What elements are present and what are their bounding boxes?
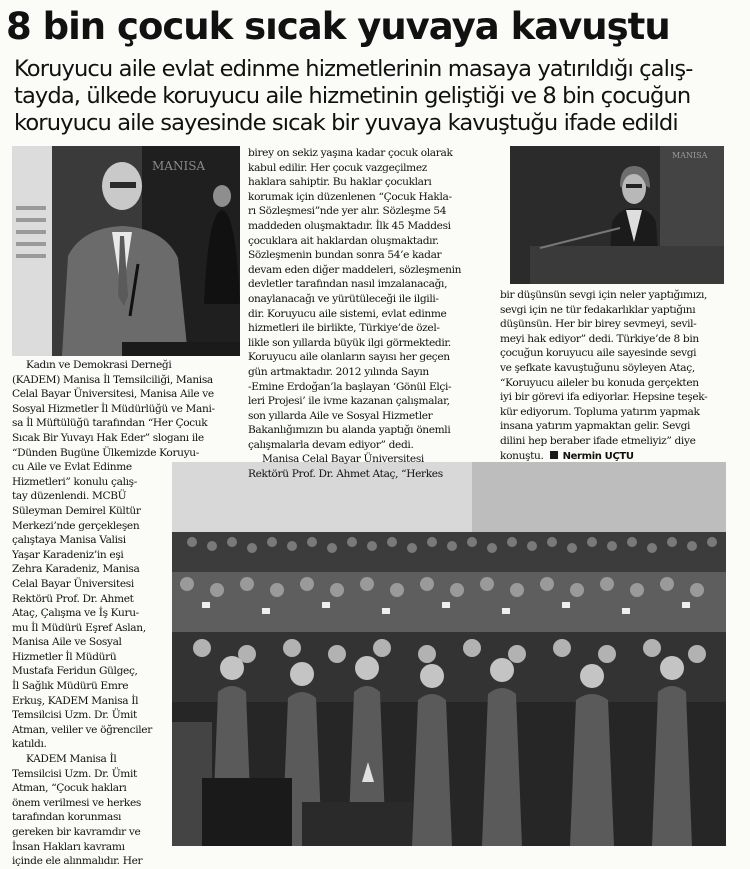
paragraph-line: konuştu. [500,449,544,462]
paragraph-line: -Emine Erdoğan’la başlayan ‘Gönül Elçi- [248,380,452,393]
paragraph-line: Merkezi’nde gerçekleşen [12,519,140,532]
paragraph-line: gün artmaktadır. 2012 yılında Sayın [248,365,429,378]
paragraph-line: Sosyal Hizmetler İl Müdürlüğü ve Mani- [12,402,215,415]
paragraph-line: Ataç, Çalışma ve İş Kuru- [12,607,139,620]
paragraph-line: Koruyucu aile olanların sayısı her geçen [248,351,450,364]
paragraph-line: hizmetleri ile birlikte, Türkiye’de özel- [248,322,440,335]
paragraph-line: çalışmalarla devam ediyor” dedi. [248,438,414,451]
paragraph-line: Rektörü Prof. Dr. Ahmet Ataç, “Herkes [248,468,443,481]
paragraph-line: katıldı. [12,738,47,751]
paragraph-line: sa İl Müftülüğü tarafından “Her Çocuk [12,417,208,430]
paragraph-line: meyi hak ediyor” dedi. Türkiye’de 8 bin [500,332,699,345]
paragraph-line: insana yatırım yapmaktan gelir. Sevgi [500,420,691,433]
paragraph-line: Sözleşmenin bundan sonra 54’e kadar [248,249,442,262]
paragraph-line: düşünsün. Her bir birey sevmeyi, sevil- [500,318,697,331]
paragraph-line: KADEM Manisa İl [26,753,117,766]
byline-square-icon [550,451,558,459]
paragraph-line: devletler tarafından nasıl imzalanacağı, [248,278,448,291]
byline-line [500,449,738,465]
paragraph-line: ve şefkate kavuştuğunu söyleyen Ataç, [500,361,695,374]
speaker-photo-image [12,146,240,356]
paragraph-line: dilini hep beraber ifade etmeliyiz” diye [500,434,696,447]
paragraph-line: kür ediyorum. Topluma yatırım yapmak [500,405,700,418]
paragraph-line: mu İl Müdürü Eşref Aslan, [12,621,146,634]
paragraph-line: sevgi için ne tür fedakarlıklar yaptığını [500,303,696,316]
paragraph-line: dir. Koruyucu aile sistemi, evlat edinme [248,307,447,320]
paragraph-line: Atman, veliler ve öğrenciler [12,723,152,736]
paragraph-line: içinde ele alınmalıdır. Her [12,855,143,868]
paragraph-line: tarafından korunması [12,811,122,824]
paragraph-line: Sıcak Bir Yuvayı Hak Eder” sloganı ile [12,431,204,444]
paragraph-line: çocuklara ait haklardan oluşmaktadır. [248,234,439,247]
paragraph-line: maddeden oluşmaktadır. İlk 45 Maddesi [248,219,451,232]
paragraph-line: Atman, “Çocuk hakları [12,782,127,795]
paragraph-line: onaylanacağı ve yürütüleceği ile ilgili- [248,292,439,305]
woman-speaker-photo-image [510,146,724,284]
paragraph-line: önem verilmesi ve herkes [12,796,141,809]
paragraph-line: Temsilcisi Uzm. Dr. Ümit [12,709,137,722]
paragraph-line: Temsilcisi Uzm. Dr. Ümit [12,767,137,780]
subhead [14,56,744,137]
paragraph-line: “Dünden Bugüne Ülkemizde Koruyu- [12,446,199,459]
paragraph-line: (KADEM) Manisa İl Temsilciliği, Manisa [12,373,213,386]
paragraph-line: Kadın ve Demokrasi Derneği [26,359,172,371]
audience-photo-image [172,462,726,846]
paragraph-line: çalıştaya Manisa Valisi [12,534,126,547]
paragraph-line: birey on sekiz yaşına kadar çocuk olarak [248,147,453,159]
paragraph-line: çocuğun koruyucu aile sayesinde sevgi [500,347,697,360]
paragraph-line: cu Aile ve Evlat Edinme [12,461,132,474]
article-column-3 [500,288,738,462]
headline: 8 bin çocuk sıcak yuvaya kavuştu [6,5,670,48]
woman-speaker-photo [510,146,724,284]
paragraph-line: İnsan Hakları kavramı [12,840,125,853]
paragraph-line: Mustafa Feridun Gülgeç, [12,665,138,678]
paragraph-line: Celal Bayar Üniversitesi [12,577,134,590]
paragraph-line: tay düzenlendi. MCBÜ [12,490,127,503]
paragraph-line: Zehra Karadeniz, Manisa [12,563,140,576]
byline: Nermin UÇTU [562,450,634,462]
paragraph-line: leri Projesi’ ile ivme kazanan çalışmalar, [248,395,450,408]
paragraph-line: bir düşünsün sevgi için neler yaptığımızı, [500,289,708,301]
paragraph-line: Hizmetler İl Müdürü [12,650,117,663]
paragraph-line: Hizmetleri” konulu çalış- [12,475,137,488]
speaker-photo [12,146,240,356]
article-column-2 [248,146,494,481]
paragraph-line: korumak için düzenlenen “Çocuk Hakla- [248,190,452,203]
paragraph-line: iyi bir görevi ifa ediyorlar. Hepsine teşek- [500,391,708,404]
paragraph-line: Erkuş, KADEM Manisa İl [12,694,139,707]
paragraph-line: İl Sağlık Müdürü Emre [12,680,129,693]
article-column-1 [12,358,215,868]
paragraph-line: “Koruyucu aileler bu konuda gerçekten [500,376,699,389]
paragraph-line: Süleyman Demirel Kültür [12,504,141,517]
paragraph-line: devam eden diğer maddeleri, sözleşmenin [248,263,462,276]
paragraph-line: Celal Bayar Üniversitesi, Manisa Aile ve [12,388,214,401]
photo-sign-text: MANISA [152,159,206,173]
paragraph-line: rı Sözleşmesi”nde yer alır. Sözleşme 54 [248,205,447,218]
paragraph-line: kabul edilir. Her çocuk vazgeçilmez [248,161,428,174]
subhead-line: tayda, ülkede koruyucu aile hizmetinin geliştiği ve 8 bin çocuğun [14,83,691,109]
paragraph-line: haklara sahiptir. Bu haklar çocukları [248,176,432,189]
paragraph-line: Yaşar Karadeniz’in eşi [12,548,124,561]
paragraph-line: likle son yıllarda büyük ilgi görmektedir. [248,336,451,349]
paragraph-line: Manisa Aile ve Sosyal [12,636,122,649]
photo-sign-text: MANISA [672,151,708,160]
audience-photo [172,462,726,846]
subhead-line: koruyucu aile sayesinde sıcak bir yuvaya kavuştuğu ifade edildi [14,110,678,136]
paragraph-line: gereken bir kavramdır ve [12,826,141,838]
paragraph-line: Bakanlığımızın bu alanda yaptığı önemli [248,424,451,437]
paragraph-line: Manisa Celal Bayar Üniversitesi [262,453,424,466]
paragraph-line: son yıllarda Aile ve Sosyal Hizmetler [248,409,433,422]
subhead-line: Koruyucu aile evlat edinme hizmetlerinin masaya yatırıldığı çalış- [14,56,693,82]
paragraph-line: Rektörü Prof. Dr. Ahmet [12,592,134,605]
